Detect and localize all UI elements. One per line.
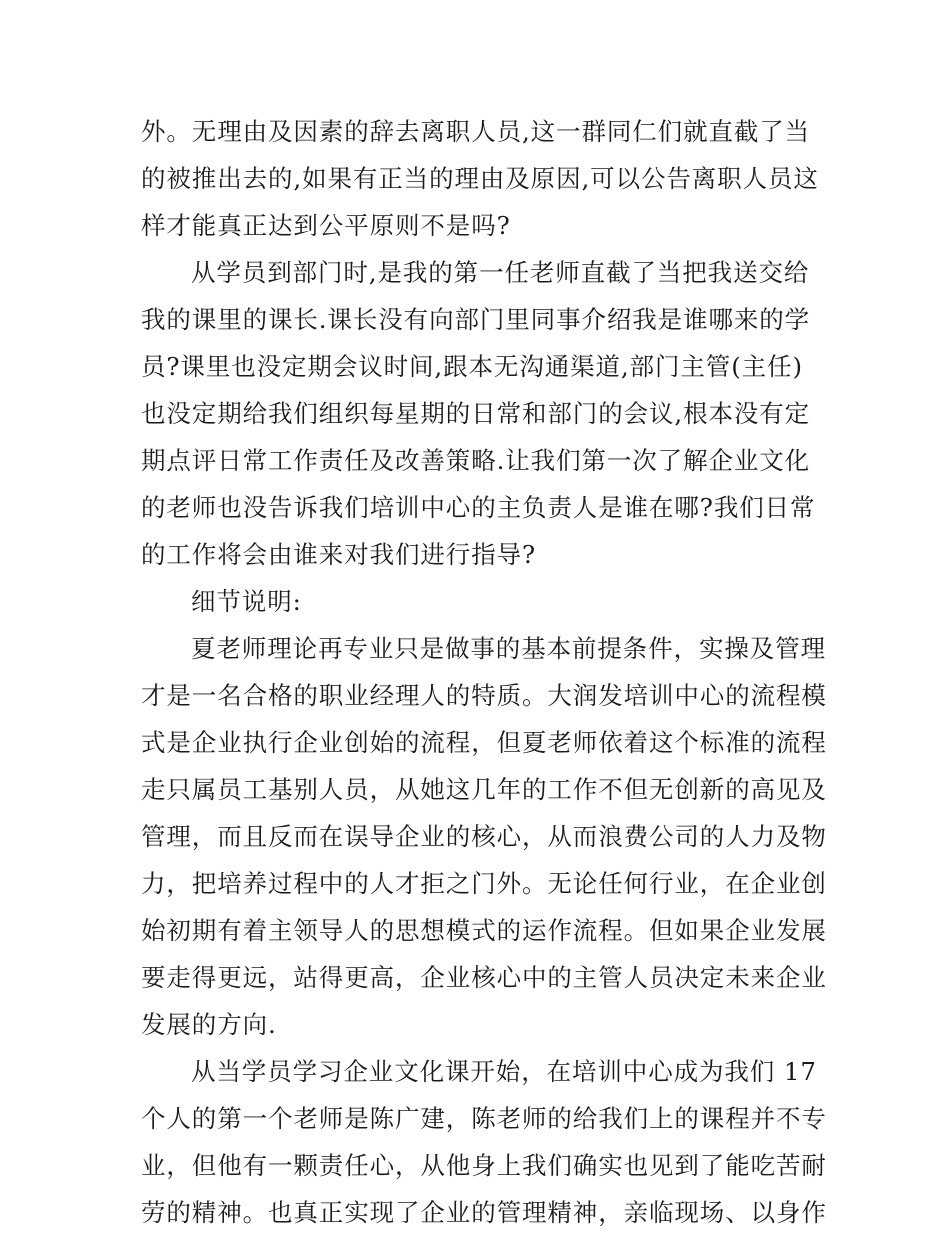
text-line: 发展的方向. xyxy=(141,1010,277,1039)
text-line: 的老师也没告诉我们培训中心的主负责人是谁在哪?我们日常 xyxy=(141,493,816,522)
section-heading: 细节说明: xyxy=(191,587,302,616)
text-line: 夏老师理论再专业只是做事的基本前提条件，实操及管理 xyxy=(191,634,826,663)
text-line: 管理，而且反而在误导企业的核心，从而浪费公司的人力及物 xyxy=(141,822,827,851)
text-line: 才是一名合格的职业经理人的特质。大润发培训中心的流程模 xyxy=(141,681,827,710)
text-line: 的工作将会由谁来对我们进行指导? xyxy=(141,540,537,569)
text-line: 的被推出去的,如果有正当的理由及原因,可以公告离职人员这 xyxy=(141,164,819,193)
text-line: 始初期有着主领导人的思想模式的运作流程。但如果企业发展 xyxy=(141,916,827,945)
text-line: 期点评日常工作责任及改善策略.让我们第一次了解企业文化 xyxy=(141,446,811,475)
text-line: 走只属员工基别人员，从她这几年的工作不但无创新的高见及 xyxy=(141,775,827,804)
text-line: 劳的精神。也真正实现了企业的管理精神，亲临现场、以身作 xyxy=(141,1198,827,1227)
text-line: 我的课里的课长.课长没有向部门里同事介绍我是谁哪来的学 xyxy=(141,305,811,334)
text-line: 样才能真正达到公平原则不是吗? xyxy=(141,211,511,240)
text-line: 力，把培养过程中的人才拒之门外。无论任何行业，在企业创 xyxy=(141,869,827,898)
text-line: 员?课里也没定期会议时间,跟本无沟通渠道,部门主管(主任) xyxy=(141,352,803,381)
text-line: 也没定期给我们组织每星期的日常和部门的会议,根本没有定 xyxy=(141,399,811,428)
text-line: 式是企业执行企业创始的流程，但夏老师依着这个标准的流程 xyxy=(141,728,827,757)
text-line: 从学员到部门时,是我的第一任老师直截了当把我送交给 xyxy=(191,258,810,287)
text-line: 个人的第一个老师是陈广建，陈老师的给我们上的课程并不专 xyxy=(141,1104,827,1133)
text-line: 要走得更远，站得更高，企业核心中的主管人员决定未来企业 xyxy=(141,963,827,992)
text-line: 从当学员学习企业文化课开始，在培训中心成为我们 17 xyxy=(191,1057,817,1086)
text-line: 业，但他有一颗责任心，从他身上我们确实也见到了能吃苦耐 xyxy=(141,1151,827,1180)
body-text xyxy=(141,108,827,1236)
text-line: 外。无理由及因素的辞去离职人员,这一群同仁们就直截了当 xyxy=(141,117,811,146)
